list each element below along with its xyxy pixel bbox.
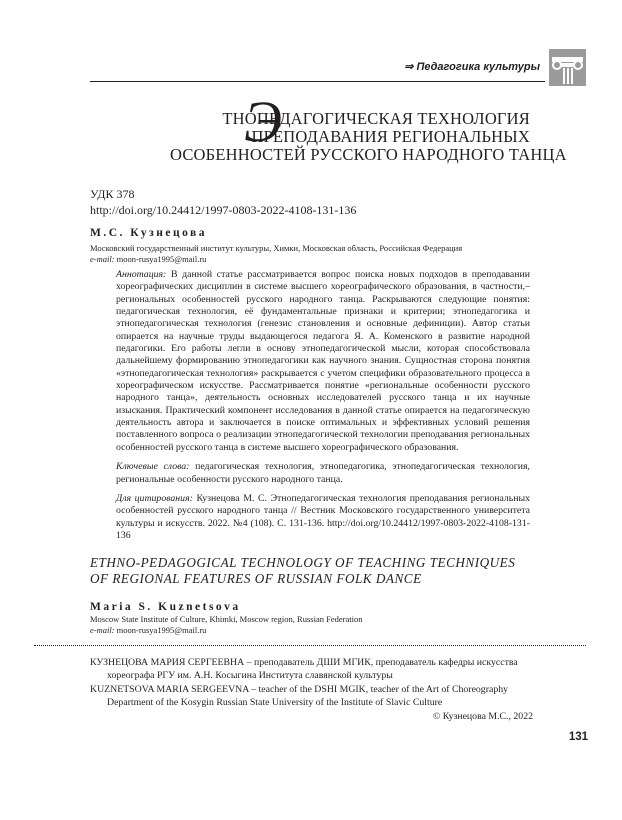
author-name-ru: М.С. Кузнецова	[90, 227, 207, 239]
email-label-en: e-mail:	[90, 625, 115, 635]
column-capital-icon	[549, 49, 586, 86]
email-label: e-mail:	[90, 254, 115, 264]
bio-ru	[90, 657, 530, 682]
arrow-icon: ⇒	[404, 61, 414, 73]
doi-link[interactable]: http://doi.org/10.24412/1997-0803-2022-4108-131-136	[90, 203, 357, 217]
email-link[interactable]: moon-rusya1995@mail.ru	[114, 254, 207, 264]
email-link-en[interactable]: moon-rusya1995@mail.ru	[114, 625, 207, 635]
title-line-2: ПРЕПОДАВАНИЯ РЕГИОНАЛЬНЫХ	[251, 127, 530, 146]
affiliation-en: Moscow State Institute of Culture, Khimki, Moscow region, Russian Federation	[90, 614, 363, 624]
author-name-en: Maria S. Kuznetsova	[90, 601, 241, 613]
english-title	[90, 555, 530, 587]
email-en	[90, 625, 206, 636]
section-title: Педагогика культуры	[416, 61, 540, 73]
abstract-label: Аннотация:	[116, 269, 167, 280]
english-title-line-2: OF REGIONAL FEATURES OF RUSSIAN FOLK DANCE	[90, 571, 422, 586]
title-line-3: ОСОБЕННОСТЕЙ РУССКОГО НАРОДНОГО ТАНЦА	[170, 145, 567, 164]
affiliation-ru: Московский государственный институт культуры, Химки, Московская область, Российская Федерация	[90, 243, 463, 253]
bio-en-line-2: Department of the Kosygin Russian State University of the Institute of Slavic Culture	[107, 696, 443, 708]
udk-code: УДК 378	[90, 187, 135, 201]
citation-label: Для цитирования:	[116, 492, 193, 504]
page-number: 131	[568, 731, 588, 743]
abstract-block	[116, 269, 530, 542]
abstract-text: В данной статье рассматривается вопрос поиска новых подходов в преподавании хореографических дисциплин в системе высшего хореографического образования, в частности,– региональных особенностей русского народного танца. Раскрываются следующие понятия: педагогическая технология, её фундаментальные признаки и критерии; этнопедагогика и этнопедагогическая технология (генезис становления и основные дефиниции). Автор статьи опирается на научные труды выдающегося педагога Я. А. Коменского в развитие народной педагогики. Его работы легли в основу этнопедагогической мысли, которая способствовала дальнейшему формированию этнопедагогики как научного знания. Сущностная сторона понятия «этнопедагогическая технология» раскрывается с учетом специфики образовательного процесса в хореографическом искусстве. Рассматривается понятие «региональные особенности русского народного танца», деятельность основных исследователей русского танца и их научные изыскания. Практический компонент исследования в данной статье опирается на педагогическую деятельность автора и заключается в поиске оптимальных и эффективных условий решения поставленного вопроса о реализации этнопедагогической технологии преподавания региональных особенностей русского танца в системе высшего хореографического образования.	[116, 269, 530, 453]
header-rule	[90, 81, 545, 82]
email-ru	[90, 254, 206, 265]
citation-paragraph	[116, 493, 530, 542]
bio-ru-line-2: хореографа РГУ им. А.Н. Косыгина Института славянской культуры	[107, 669, 393, 681]
bio-en-line-1: KUZNETSOVA MARIA SERGEEVNA – teacher of the DSHI MGIK, teacher of the Art of Choreography	[90, 684, 509, 695]
abstract-paragraph	[116, 269, 530, 454]
title-drop-letter: Э	[244, 89, 282, 154]
english-title-line-1: ETHNO-PEDAGOGICAL TECHNOLOGY OF TEACHING TECHNIQUES	[90, 555, 516, 570]
keywords-text: педагогическая технология, этнопедагогика, этнопедагогическая технология, региональные особенности русского народного танца.	[116, 461, 531, 485]
dotted-divider	[34, 645, 586, 646]
bio-ru-line-1: КУЗНЕЦОВА МАРИЯ СЕРГЕЕВНА – преподаватель ДШИ МГИК, преподаватель кафедры искусства	[90, 657, 518, 668]
copyright-notice: © Кузнецова М.С., 2022	[432, 711, 533, 722]
section-tag	[404, 60, 540, 73]
title-line-1: ТНОПЕДАГОГИЧЕСКАЯ ТЕХНОЛОГИЯ	[222, 109, 530, 128]
citation-text: Кузнецова М. С. Этнопедагогическая технология преподавания региональных особенностей русского народного танца // Вестник Московского государственного университета культуры и искусств. 2022. №4 (108). С. 131-136. http://doi.org/10.24412/1997-0803-2022-4108-131-136	[116, 492, 530, 541]
bio-en	[90, 684, 530, 709]
article-title	[170, 109, 567, 164]
keywords-paragraph	[116, 461, 530, 486]
keywords-label: Ключевые слова:	[116, 461, 190, 473]
